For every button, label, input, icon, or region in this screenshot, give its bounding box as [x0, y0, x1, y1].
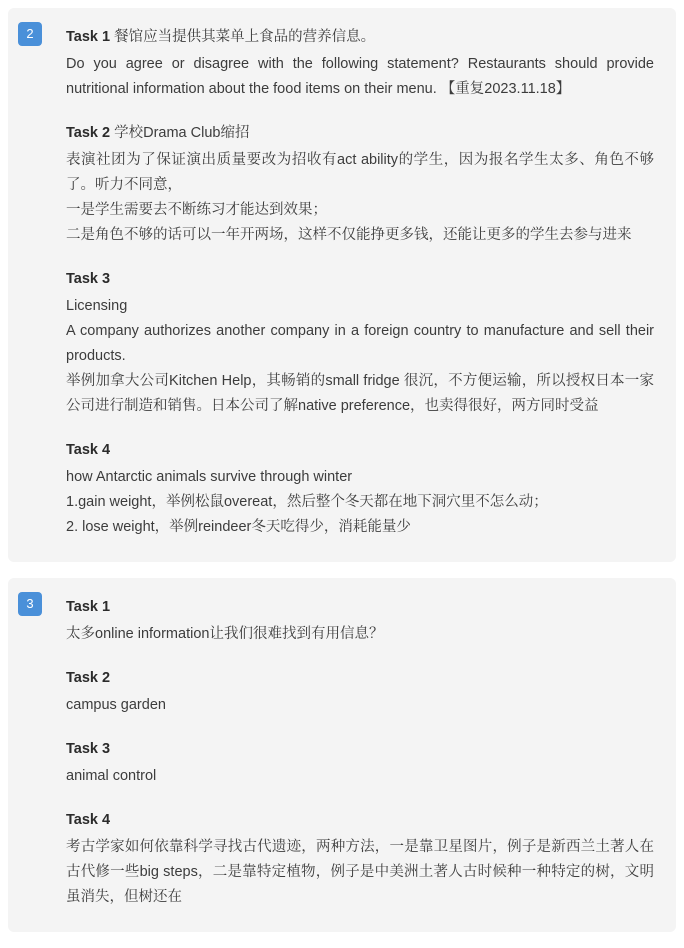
task-title-label: Task 3: [66, 741, 111, 757]
task-title: [66, 122, 654, 144]
task-paragraph: 2. lose weight，举例reindeer冬天吃得少，消耗能量少: [66, 519, 411, 535]
task-block: [66, 439, 654, 540]
task-title-label: Task 1: [66, 29, 111, 45]
task-section-card: [8, 8, 676, 562]
task-paragraph: 考古学家如何依靠科学寻找古代遗迹，两种方法，一是靠卫星图片，例子是新西兰土著人在古代修一些big steps，二是靠特定植物，例子是中美洲土著人古时候种一种特定的树，文明虽消失，但树还在: [66, 839, 654, 905]
section-badge: 2: [18, 22, 42, 46]
task-title-note: 学校Drama Club缩招: [110, 125, 250, 141]
task-paragraph: 一是学生需要去不断练习才能达到效果；: [66, 202, 327, 218]
task-title: [66, 268, 654, 290]
task-title-label: Task 3: [66, 271, 111, 287]
task-paragraph: 二是角色不够的话可以一年开两场，这样不仅能挣更多钱，还能让更多的学生去参与进来: [66, 227, 632, 243]
task-section-card: [8, 578, 676, 932]
task-block: [66, 122, 654, 248]
task-title-label: Task 4: [66, 812, 111, 828]
task-block: [66, 26, 654, 102]
task-paragraph: 太多online information让我们很难找到有用信息？: [66, 626, 384, 642]
task-paragraph: 1.gain weight，举例松鼠overeat，然后整个冬天都在地下洞穴里不怎么动；: [66, 494, 548, 510]
task-block: [66, 596, 654, 647]
task-block: [66, 268, 654, 419]
task-block: [66, 809, 654, 910]
task-paragraph: Licensing: [66, 298, 128, 314]
task-title: [66, 596, 654, 618]
task-title-label: Task 2: [66, 670, 111, 686]
task-paragraph: animal control: [66, 768, 157, 784]
task-title: [66, 738, 654, 760]
task-title: [66, 809, 654, 831]
task-title-note: 餐馆应当提供其菜单上食品的营养信息。: [110, 29, 376, 45]
task-paragraph: 表演社团为了保证演出质量要改为招收有act ability的学生，因为报名学生太多、角色不够了。听力不同意，: [66, 152, 654, 193]
task-title: [66, 26, 654, 48]
task-block: [66, 738, 654, 789]
task-title: [66, 439, 654, 461]
task-title-label: Task 2: [66, 125, 111, 141]
task-title-label: Task 4: [66, 442, 111, 458]
task-block: [66, 667, 654, 718]
notes-page: [0, 8, 684, 932]
section-badge: 3: [18, 592, 42, 616]
task-paragraph: campus garden: [66, 697, 166, 713]
task-paragraph: Do you agree or disagree with the following statement? Restaurants should provide nutritional information about the food items on their menu. 【重复2023.11.18】: [66, 56, 654, 97]
task-paragraph: A company authorizes another company in a foreign country to manufacture and sell their products.: [66, 323, 654, 364]
task-paragraph: 举例加拿大公司Kitchen Help，其畅销的small fridge 很沉，不方便运输，所以授权日本一家公司进行制造和销售。日本公司了解native preference，也卖得很好，两方同时受益: [66, 373, 654, 414]
task-title: [66, 667, 654, 689]
task-title-label: Task 1: [66, 599, 111, 615]
task-paragraph: how Antarctic animals survive through winter: [66, 469, 353, 485]
